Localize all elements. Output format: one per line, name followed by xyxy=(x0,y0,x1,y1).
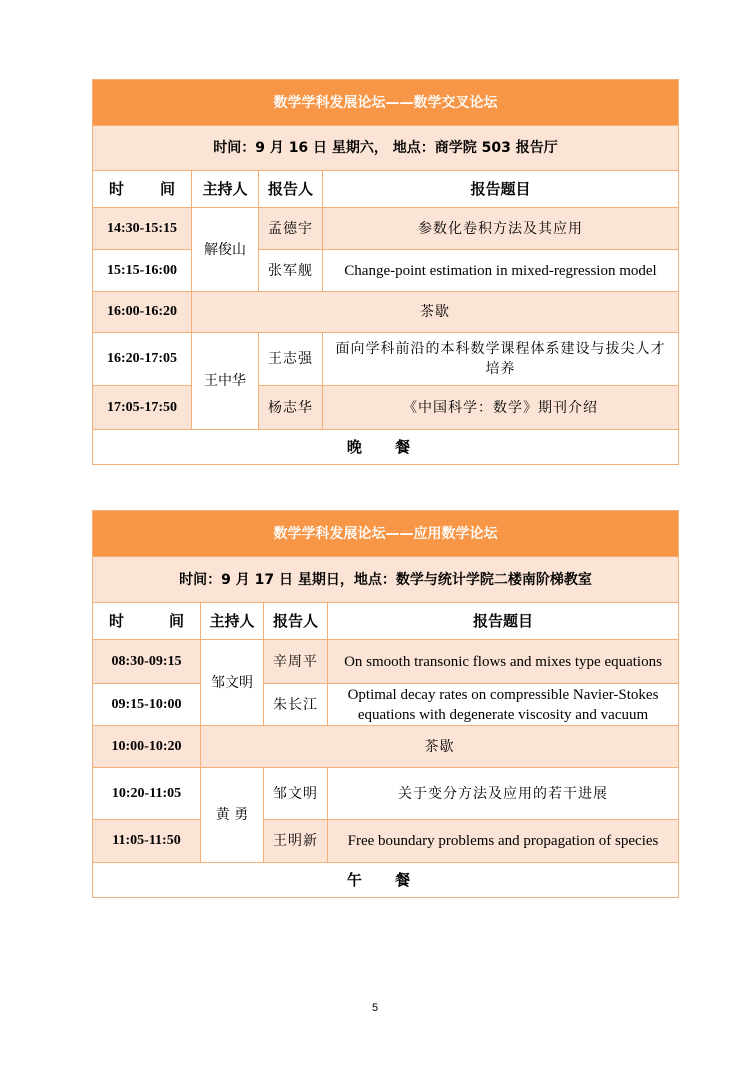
break-row xyxy=(93,726,679,768)
table-row xyxy=(93,250,679,292)
tea-break: 茶歇 xyxy=(201,726,679,768)
header-speaker: 报告人 xyxy=(259,171,323,208)
session-topic: 《中国科学：数学》期刊介绍 xyxy=(323,386,679,430)
schedule-table-1 xyxy=(92,79,679,465)
forum-title: 数学学科发展论坛——数学交叉论坛 xyxy=(93,80,679,126)
tea-break: 茶歇 xyxy=(192,292,679,333)
header-row xyxy=(93,603,679,640)
meal-label: 晚 餐 xyxy=(93,430,679,465)
forum-title: 数学学科发展论坛——应用数学论坛 xyxy=(93,511,679,557)
session-topic: On smooth transonic flows and mixes type equations xyxy=(328,640,679,684)
session-time: 11:05-11:50 xyxy=(93,820,201,863)
session-host: 王中华 xyxy=(192,333,259,430)
session-speaker: 王志强 xyxy=(259,333,323,386)
session-speaker: 孟德宇 xyxy=(259,208,323,250)
table-row xyxy=(93,333,679,386)
schedule-table-2 xyxy=(92,510,679,898)
forum-time-location: 时间：9 月 16 日 星期六， 地点：商学院 503 报告厅 xyxy=(93,126,679,171)
header-host: 主持人 xyxy=(192,171,259,208)
break-time: 10:00-10:20 xyxy=(93,726,201,768)
session-speaker: 朱长江 xyxy=(264,684,328,726)
session-topic: 面向学科前沿的本科数学课程体系建设与拔尖人才培养 xyxy=(323,333,679,386)
header-time: 时 间 xyxy=(93,171,192,208)
session-time: 09:15-10:00 xyxy=(93,684,201,726)
session-topic: Change-point estimation in mixed-regression model xyxy=(323,250,679,292)
page-number: 5 xyxy=(371,1002,379,1014)
header-row xyxy=(93,171,679,208)
session-time: 15:15-16:00 xyxy=(93,250,192,292)
session-speaker: 杨志华 xyxy=(259,386,323,430)
table-row xyxy=(93,820,679,863)
table-row xyxy=(93,768,679,820)
session-topic: Free boundary problems and propagation of species xyxy=(328,820,679,863)
session-speaker: 辛周平 xyxy=(264,640,328,684)
session-topic: 关于变分方法及应用的若干进展 xyxy=(328,768,679,820)
session-topic: Optimal decay rates on compressible Navier-Stokes equations with degenerate viscosity and vacuum xyxy=(328,684,679,726)
table-row xyxy=(93,208,679,250)
header-topic: 报告题目 xyxy=(328,603,679,640)
session-time: 10:20-11:05 xyxy=(93,768,201,820)
session-host: 解俊山 xyxy=(192,208,259,292)
session-time: 17:05-17:50 xyxy=(93,386,192,430)
session-host: 邹文明 xyxy=(201,640,264,726)
header-topic: 报告题目 xyxy=(323,171,679,208)
break-row xyxy=(93,292,679,333)
session-speaker: 邹文明 xyxy=(264,768,328,820)
header-host: 主持人 xyxy=(201,603,264,640)
meal-label: 午 餐 xyxy=(93,863,679,898)
break-time: 16:00-16:20 xyxy=(93,292,192,333)
session-time: 14:30-15:15 xyxy=(93,208,192,250)
session-time: 08:30-09:15 xyxy=(93,640,201,684)
session-host: 黄 勇 xyxy=(201,768,264,863)
table-row xyxy=(93,386,679,430)
table-row xyxy=(93,684,679,726)
session-topic: 参数化卷积方法及其应用 xyxy=(323,208,679,250)
session-time: 16:20-17:05 xyxy=(93,333,192,386)
table-row xyxy=(93,640,679,684)
header-time: 时 间 xyxy=(93,603,201,640)
header-speaker: 报告人 xyxy=(264,603,328,640)
session-speaker: 张军舰 xyxy=(259,250,323,292)
forum-time-location: 时间：9 月 17 日 星期日，地点：数学与统计学院二楼南阶梯教室 xyxy=(93,557,679,603)
session-speaker: 王明新 xyxy=(264,820,328,863)
